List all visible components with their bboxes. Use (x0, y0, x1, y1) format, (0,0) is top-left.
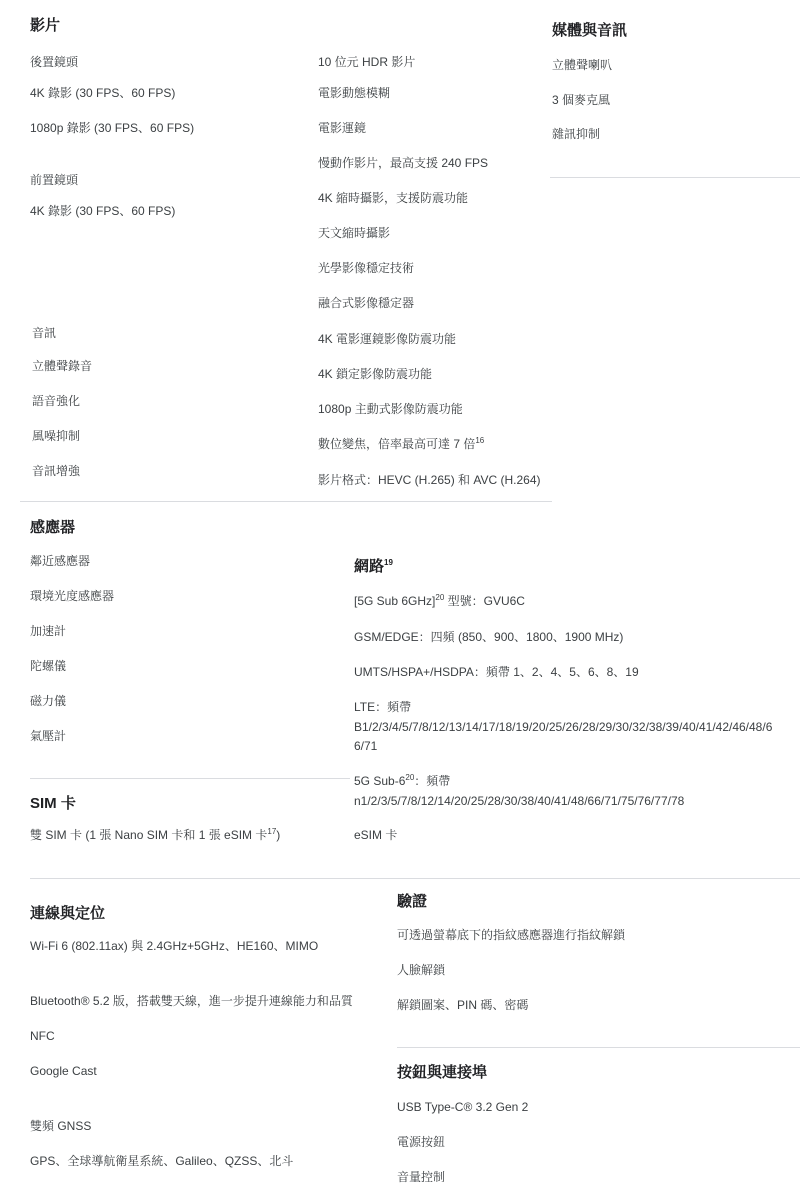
divider (397, 1047, 800, 1048)
connectivity-bluetooth: Bluetooth® 5.2 版，搭載雙天線，進一步提升連線能力和品質 (30, 994, 353, 1008)
network-esim: eSIM 卡 (354, 828, 398, 842)
sensors-title: 感應器 (30, 519, 76, 536)
video-feature: 光學影像穩定技術 (318, 261, 415, 275)
rear-1080p-recording: 1080p 錄影 (30 FPS、60 FPS) (30, 121, 195, 135)
video-feature: 4K 縮時攝影，支援防震功能 (318, 191, 469, 205)
sensor-item: 氣壓計 (30, 729, 67, 743)
audio-item: 立體聲錄音 (32, 359, 93, 373)
audio-item: 音訊增強 (32, 464, 81, 478)
video-feature: 4K 電影運鏡影像防震功能 (318, 332, 457, 346)
video-feature: 電影動態模糊 (318, 86, 391, 100)
rear-camera-label: 後置鏡頭 (30, 55, 79, 69)
front-camera-label: 前置鏡頭 (30, 173, 79, 187)
audio-item: 語音強化 (32, 394, 81, 408)
divider (20, 501, 552, 502)
network-5g-bands: n1/2/3/5/7/8/12/14/20/25/28/30/38/40/41/48/66/71/75/76/77/78 (354, 794, 685, 808)
sim-description: 雙 SIM 卡 (1 張 Nano SIM 卡和 1 張 eSIM 卡$^{17}$) (30, 827, 281, 842)
video-feature: 電影運鏡 (318, 121, 367, 135)
connectivity-gnss: 雙頻 GNSS (30, 1119, 92, 1133)
sim-title: SIM 卡 (30, 795, 76, 812)
port-item: USB Type-C® 3.2 Gen 2 (397, 1100, 529, 1114)
auth-title: 驗證 (397, 893, 428, 910)
video-feature: 天文縮時攝影 (318, 226, 391, 240)
video-format: 影片格式：HEVC (H.265) 和 AVC (H.264) (318, 473, 541, 487)
divider (30, 878, 800, 879)
rear-4k-recording: 4K 錄影 (30 FPS、60 FPS) (30, 86, 176, 100)
connectivity-gps: GPS、全球導航衛星系統、Galileo、QZSS、北斗 (30, 1154, 294, 1168)
buttons-ports-title: 按鈕與連接埠 (397, 1064, 488, 1081)
divider (550, 177, 800, 178)
auth-item: 解鎖圖案、PIN 碼、密碼 (397, 998, 529, 1012)
connectivity-wifi: Wi-Fi 6 (802.11ax) 與 2.4GHz+5GHz、HE160、MIMO (30, 939, 319, 953)
auth-item: 人臉解鎖 (397, 963, 446, 977)
connectivity-title: 連線與定位 (30, 905, 106, 922)
video-feature: 融合式影像穩定器 (318, 296, 415, 310)
audio-item: 風噪抑制 (32, 429, 81, 443)
network-lte-label: LTE：頻帶 (354, 700, 412, 714)
network-5g-label: 5G Sub-$6^{20}$：頻帶 (354, 773, 451, 788)
network-lte-bands: B1/2/3/4/5/7/8/12/13/14/17/18/19/20/25/26/28/29/30/32/38/39/40/41/42/46/48/66/71 (354, 720, 773, 753)
sensor-item: 陀螺儀 (30, 659, 67, 673)
sensor-item: 鄰近感應器 (30, 554, 91, 568)
network-gsm: GSM/EDGE：四頻 (850、900、1800、1900 MHz) (354, 630, 624, 644)
media-audio-title: 媒體與音訊 (552, 22, 628, 39)
sensor-item: 環境光度感應器 (30, 589, 115, 603)
connectivity-cast: Google Cast (30, 1064, 97, 1078)
port-item: 電源按鈕 (397, 1135, 446, 1149)
port-item: 音量控制 (397, 1170, 446, 1184)
connectivity-nfc: NFC (30, 1029, 55, 1043)
media-item: 雜訊抑制 (552, 127, 601, 141)
digital-zoom: 數位變焦，倍率最高可達 7 倍$^{16}$ (318, 436, 485, 451)
front-4k-recording: 4K 錄影 (30 FPS、60 FPS) (30, 204, 176, 218)
audio-title: 音訊 (32, 326, 57, 340)
divider (30, 778, 350, 779)
video-feature: 4K 鎖定影像防震功能 (318, 367, 433, 381)
video-title: 影片 (30, 17, 61, 34)
network-title: 網路$^{19}$ (354, 558, 393, 575)
video-feature: 1080p 主動式影像防震功能 (318, 402, 463, 416)
video-feature: 慢動作影片，最高支援 240 FPS (318, 156, 489, 170)
video-feature: 10 位元 HDR 影片 (318, 55, 416, 69)
media-item: 3 個麥克風 (552, 93, 611, 107)
sensor-item: 磁力儀 (30, 694, 67, 708)
media-item: 立體聲喇叭 (552, 58, 613, 72)
network-model: [5G Sub 6GHz]$^{20}$ 型號：GVU6C (354, 593, 525, 608)
auth-item: 可透過螢幕底下的指紋感應器進行指紋解鎖 (397, 928, 626, 942)
network-umts: UMTS/HSPA+/HSDPA：頻帶 1、2、4、5、6、8、19 (354, 665, 639, 679)
sensor-item: 加速計 (30, 624, 67, 638)
